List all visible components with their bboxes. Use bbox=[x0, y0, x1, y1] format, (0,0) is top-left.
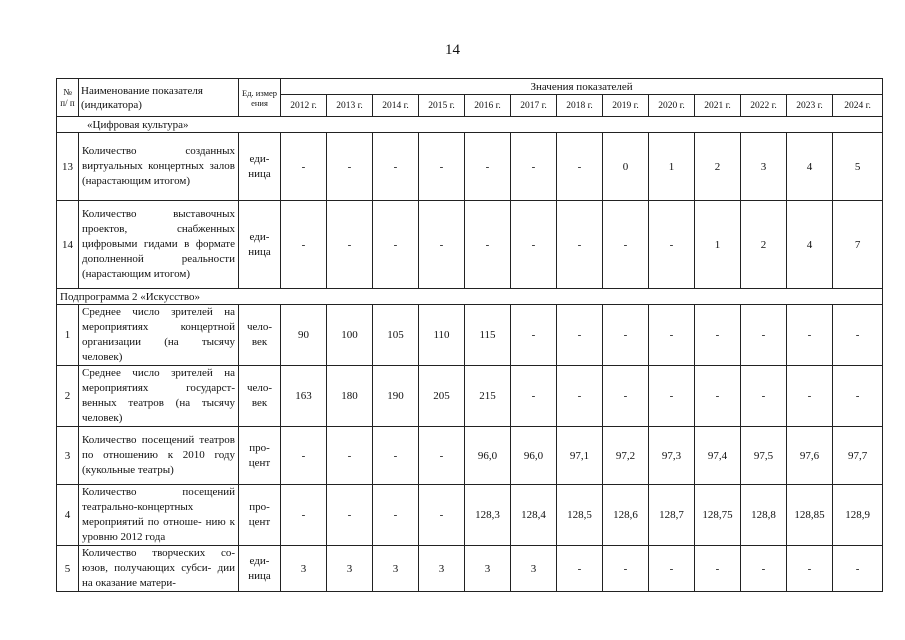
value-cell: 110 bbox=[419, 305, 465, 366]
value-cell: - bbox=[603, 305, 649, 366]
value-cell: 7 bbox=[833, 201, 883, 289]
unit-cell: еди- ница bbox=[239, 546, 281, 592]
value-cell: 96,0 bbox=[465, 427, 511, 485]
value-cell: - bbox=[787, 305, 833, 366]
table-row bbox=[57, 366, 883, 427]
row-number: 1 bbox=[57, 305, 79, 366]
value-cell: 97,4 bbox=[695, 427, 741, 485]
value-cell: 97,6 bbox=[787, 427, 833, 485]
value-cell: - bbox=[695, 305, 741, 366]
year-header: 2023 г. bbox=[787, 95, 833, 117]
unit-cell: про- цент bbox=[239, 485, 281, 546]
indicator-name: Среднее число зрителей на мероприятиях концертной организации (на тысячу человек) bbox=[79, 305, 239, 366]
value-cell: - bbox=[787, 366, 833, 427]
value-cell: - bbox=[373, 427, 419, 485]
year-header: 2013 г. bbox=[327, 95, 373, 117]
value-cell: 4 bbox=[787, 201, 833, 289]
table-row bbox=[57, 546, 883, 592]
unit-cell: еди- ница bbox=[239, 133, 281, 201]
value-cell: 180 bbox=[327, 366, 373, 427]
value-cell: - bbox=[695, 366, 741, 427]
value-cell: 190 bbox=[373, 366, 419, 427]
indicator-name: Среднее число зрителей на мероприятиях государст- венных театров (на тысячу человек) bbox=[79, 366, 239, 427]
value-cell: 128,4 bbox=[511, 485, 557, 546]
header-num: № п/ п bbox=[57, 79, 79, 117]
value-cell: - bbox=[419, 485, 465, 546]
table-row bbox=[57, 201, 883, 289]
value-cell: 128,75 bbox=[695, 485, 741, 546]
value-cell: - bbox=[787, 546, 833, 592]
year-header: 2022 г. bbox=[741, 95, 787, 117]
page-number: 14 bbox=[445, 42, 460, 58]
indicators-table bbox=[56, 78, 883, 592]
value-cell: - bbox=[419, 427, 465, 485]
unit-cell: еди- ница bbox=[239, 201, 281, 289]
value-cell: - bbox=[557, 133, 603, 201]
value-cell: 128,9 bbox=[833, 485, 883, 546]
value-cell: 105 bbox=[373, 305, 419, 366]
value-cell: - bbox=[557, 546, 603, 592]
value-cell: - bbox=[649, 305, 695, 366]
unit-cell: про- цент bbox=[239, 427, 281, 485]
value-cell: 128,6 bbox=[603, 485, 649, 546]
value-cell: - bbox=[327, 133, 373, 201]
value-cell: 3 bbox=[465, 546, 511, 592]
value-cell: 90 bbox=[281, 305, 327, 366]
year-header: 2015 г. bbox=[419, 95, 465, 117]
row-number: 13 bbox=[57, 133, 79, 201]
indicator-name: Количество посещений театров по отношению к 2010 году (кукольные театры) bbox=[79, 427, 239, 485]
value-cell: 163 bbox=[281, 366, 327, 427]
value-cell: 97,5 bbox=[741, 427, 787, 485]
row-number: 14 bbox=[57, 201, 79, 289]
value-cell: - bbox=[833, 366, 883, 427]
value-cell: 100 bbox=[327, 305, 373, 366]
value-cell: - bbox=[327, 485, 373, 546]
indicator-name: Количество созданных виртуальных концертных залов (нарастающим итогом) bbox=[79, 133, 239, 201]
unit-cell: чело- век bbox=[239, 305, 281, 366]
value-cell: 0 bbox=[603, 133, 649, 201]
table-row bbox=[57, 133, 883, 201]
table-body bbox=[57, 117, 883, 592]
value-cell: - bbox=[373, 485, 419, 546]
year-header: 2024 г. bbox=[833, 95, 883, 117]
value-cell: - bbox=[511, 201, 557, 289]
value-cell: - bbox=[649, 546, 695, 592]
value-cell: - bbox=[511, 133, 557, 201]
value-cell: 3 bbox=[419, 546, 465, 592]
value-cell: - bbox=[557, 366, 603, 427]
value-cell: - bbox=[695, 546, 741, 592]
value-cell: 2 bbox=[695, 133, 741, 201]
row-number: 5 bbox=[57, 546, 79, 592]
year-header: 2016 г. bbox=[465, 95, 511, 117]
value-cell: - bbox=[649, 366, 695, 427]
value-cell: 97,1 bbox=[557, 427, 603, 485]
table-row bbox=[57, 427, 883, 485]
year-header: 2021 г. bbox=[695, 95, 741, 117]
value-cell: 4 bbox=[787, 133, 833, 201]
row-number: 3 bbox=[57, 427, 79, 485]
section-title: Подпрограмма 2 «Искусство» bbox=[57, 289, 883, 305]
indicator-name: Количество творческих со- юзов, получающих субси- дии на оказание матери- bbox=[79, 546, 239, 592]
value-cell: 3 bbox=[281, 546, 327, 592]
table-row bbox=[57, 305, 883, 366]
value-cell: - bbox=[741, 366, 787, 427]
value-cell: 5 bbox=[833, 133, 883, 201]
section-row bbox=[57, 117, 883, 133]
value-cell: - bbox=[327, 201, 373, 289]
value-cell: 128,7 bbox=[649, 485, 695, 546]
value-cell: - bbox=[419, 201, 465, 289]
value-cell: - bbox=[373, 201, 419, 289]
indicator-name: Количество выставочных проектов, снабженных цифровыми гидами в формате дополненной реальности (нарастающим итогом) bbox=[79, 201, 239, 289]
header-values: Значения показателей bbox=[281, 79, 883, 95]
value-cell: - bbox=[511, 366, 557, 427]
value-cell: - bbox=[833, 305, 883, 366]
value-cell: - bbox=[557, 305, 603, 366]
value-cell: - bbox=[603, 201, 649, 289]
value-cell: 1 bbox=[649, 133, 695, 201]
value-cell: 128,85 bbox=[787, 485, 833, 546]
value-cell: 128,3 bbox=[465, 485, 511, 546]
year-header: 2018 г. bbox=[557, 95, 603, 117]
value-cell: - bbox=[833, 546, 883, 592]
value-cell: - bbox=[281, 133, 327, 201]
header-unit: Ед. измер ения bbox=[239, 79, 281, 117]
value-cell: - bbox=[603, 546, 649, 592]
value-cell: - bbox=[741, 305, 787, 366]
value-cell: - bbox=[281, 201, 327, 289]
header-name: Наименование показателя (индикатора) bbox=[79, 79, 239, 117]
table-row bbox=[57, 485, 883, 546]
year-header: 2014 г. bbox=[373, 95, 419, 117]
value-cell: - bbox=[373, 133, 419, 201]
year-header: 2012 г. bbox=[281, 95, 327, 117]
row-number: 4 bbox=[57, 485, 79, 546]
value-cell: - bbox=[419, 133, 465, 201]
value-cell: - bbox=[603, 366, 649, 427]
value-cell: 3 bbox=[327, 546, 373, 592]
value-cell: - bbox=[511, 305, 557, 366]
value-cell: 3 bbox=[741, 133, 787, 201]
value-cell: 128,8 bbox=[741, 485, 787, 546]
value-cell: 97,3 bbox=[649, 427, 695, 485]
value-cell: - bbox=[327, 427, 373, 485]
value-cell: - bbox=[649, 201, 695, 289]
indicator-name: Количество посещений театрально-концертных мероприятий по отноше- нию к уровню 2012 года bbox=[79, 485, 239, 546]
value-cell: 205 bbox=[419, 366, 465, 427]
value-cell: - bbox=[557, 201, 603, 289]
value-cell: - bbox=[741, 546, 787, 592]
value-cell: 128,5 bbox=[557, 485, 603, 546]
year-header: 2020 г. bbox=[649, 95, 695, 117]
value-cell: 97,2 bbox=[603, 427, 649, 485]
value-cell: 3 bbox=[511, 546, 557, 592]
value-cell: 96,0 bbox=[511, 427, 557, 485]
year-header: 2017 г. bbox=[511, 95, 557, 117]
value-cell: - bbox=[465, 133, 511, 201]
row-number: 2 bbox=[57, 366, 79, 427]
value-cell: 97,7 bbox=[833, 427, 883, 485]
value-cell: 3 bbox=[373, 546, 419, 592]
section-title: «Цифровая культура» bbox=[57, 117, 883, 133]
unit-cell: чело- век bbox=[239, 366, 281, 427]
value-cell: - bbox=[281, 427, 327, 485]
value-cell: - bbox=[465, 201, 511, 289]
year-header: 2019 г. bbox=[603, 95, 649, 117]
value-cell: 115 bbox=[465, 305, 511, 366]
value-cell: 1 bbox=[695, 201, 741, 289]
value-cell: 215 bbox=[465, 366, 511, 427]
value-cell: - bbox=[281, 485, 327, 546]
value-cell: 2 bbox=[741, 201, 787, 289]
section-row bbox=[57, 289, 883, 305]
